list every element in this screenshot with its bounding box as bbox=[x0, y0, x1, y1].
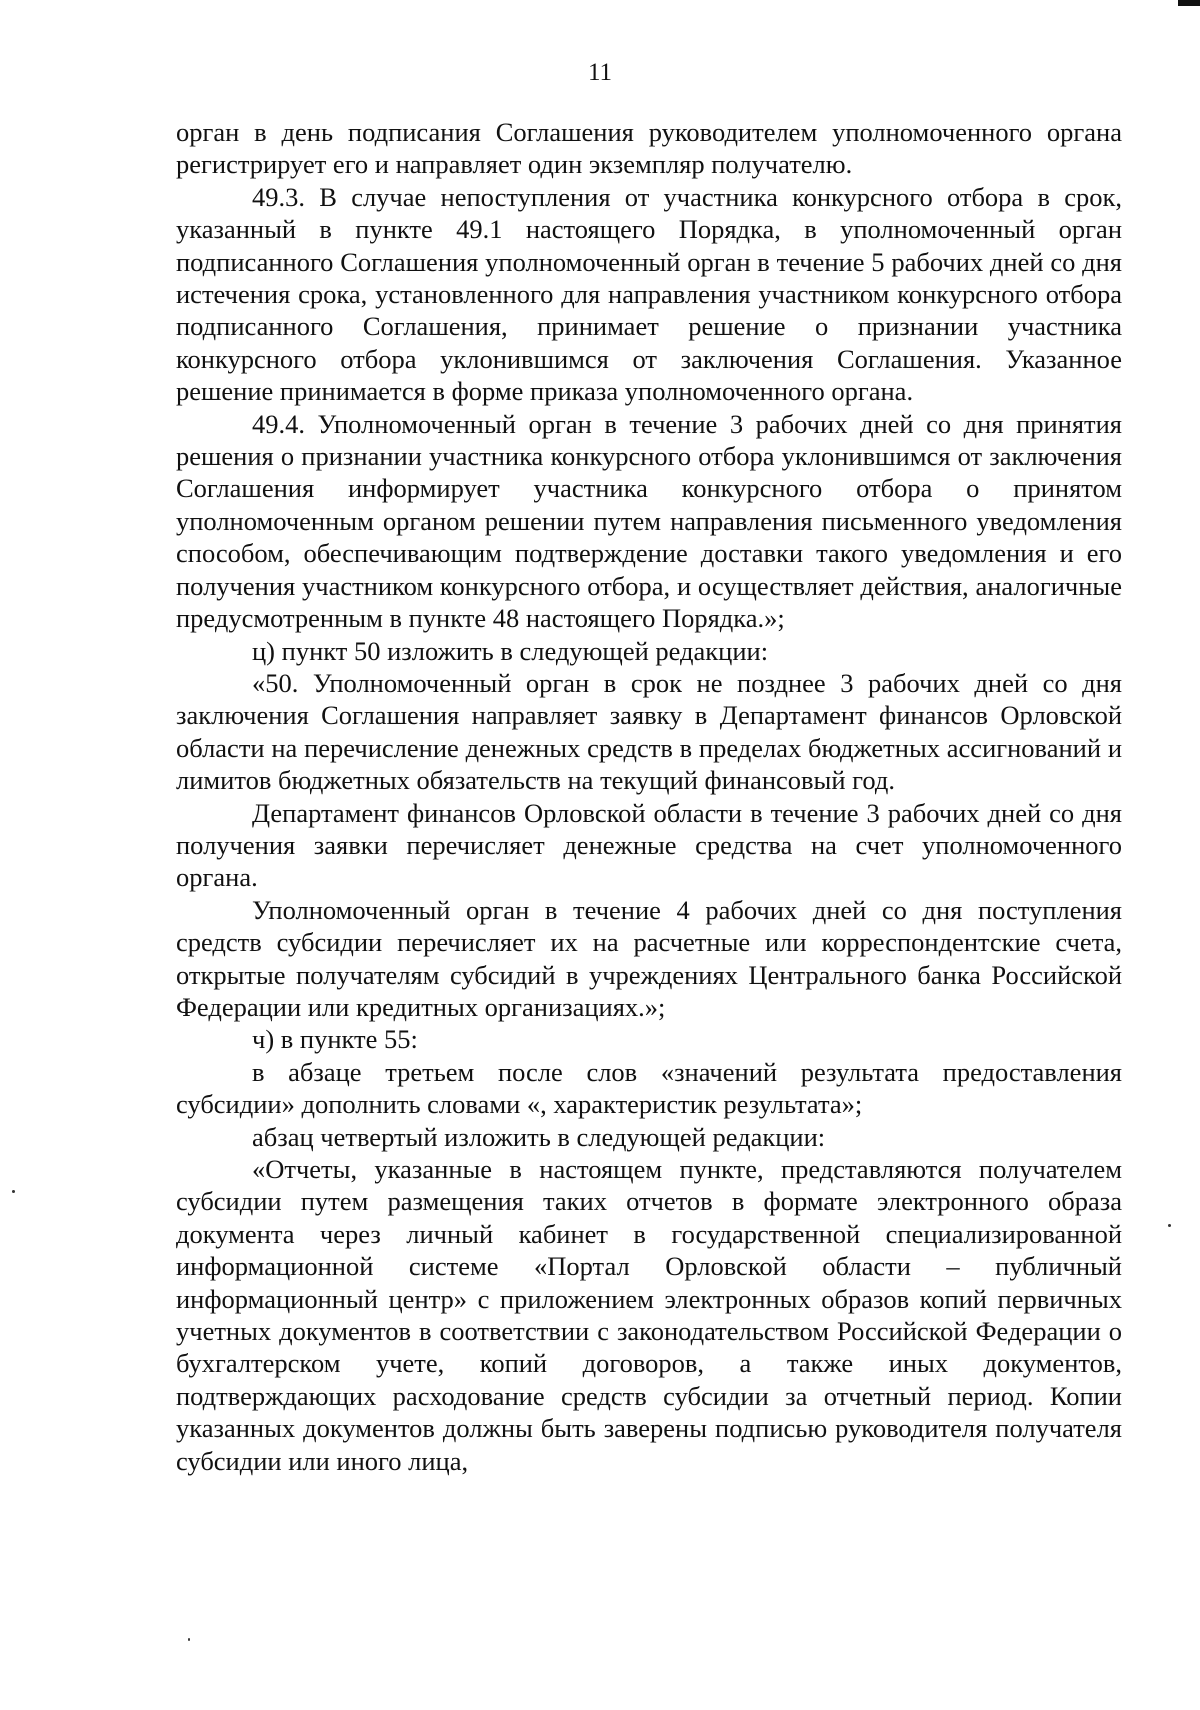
scan-corner-mark bbox=[1178, 0, 1200, 6]
document-body bbox=[176, 116, 1122, 1477]
paragraph-reports: «Отчеты, указанные в настоящем пункте, представляются получателем субсидии путем размещения таких отчетов в формате электронного образа документа через личный кабинет в государственной специализированной информационной системе «Портал Орловской области – публичный информационный центр» с приложением электронных образов копий первичных учетных документов в соответствии с законодательством Российской Федерации о бухгалтерском учете, копий договоров, а также иных документов, подтверждающих расходование средств субсидии за отчетный период. Копии указанных документов должны быть заверены подписью руководителя получателя субсидии или иного лица, bbox=[176, 1154, 1122, 1476]
paragraph-authorized-body: Уполномоченный орган в течение 4 рабочих дней со дня поступления средств субсидии перечисляет их на расчетные или корреспондентские счета, открытые получателям субсидий в учреждениях Центрального банка Российской Федерации или кредитных организациях.»; bbox=[176, 894, 1122, 1022]
scan-speck bbox=[188, 1638, 190, 1641]
paragraph-third-abzats: в абзаце третьем после слов «значений результата предоставления субсидии» дополнить словами «, характеристик результата»; bbox=[176, 1056, 1122, 1120]
paragraph-finance-department: Департамент финансов Орловской области в течение 3 рабочих дней со дня получения заявки перечисляет денежные средства на счет уполномоченного органа. bbox=[176, 797, 1122, 893]
paragraph-continuation: орган в день подписания Соглашения руководителем уполномоченного органа регистрирует его и направляет один экземпляр получателю. bbox=[176, 117, 1122, 180]
paragraph-fourth-abzats: абзац четвертый изложить в следующей редакции: bbox=[252, 1121, 826, 1152]
page-number: 11 bbox=[587, 59, 613, 86]
scan-speck bbox=[1168, 1224, 1171, 1227]
paragraph-49-3: 49.3. В случае непоступления от участника конкурсного отбора в срок, указанный в пункте 49.1 настоящего Порядка, в уполномоченный орган подписанного Соглашения уполномоченный орган в течение 5 рабочих дней со дня истечения срока, установленного для направления участником конкурсного отбора подписанного Соглашения, принимает решение о признании участника конкурсного отбора уклонившимся от заключения Соглашения. Указанное решение принимается в форме приказа уполномоченного органа. bbox=[176, 181, 1122, 407]
paragraph-item-ts: ц) пункт 50 изложить в следующей редакции: bbox=[252, 635, 769, 666]
paragraph-item-ch: ч) в пункте 55: bbox=[252, 1024, 418, 1055]
paragraph-49-4: 49.4. Уполномоченный орган в течение 3 рабочих дней со дня принятия решения о признании участника конкурсного отбора уклонившимся от заключения Соглашения информирует участника конкурсного отбора о принятом уполномоченным органом решении путем направления письменного уведомления способом, обеспечивающим подтверждение доставки такого уведомления и его получения участником конкурсного отбора, и осуществляет действия, аналогичные предусмотренным в пункте 48 настоящего Порядка.»; bbox=[176, 408, 1122, 634]
scan-speck bbox=[12, 1190, 15, 1193]
paragraph-50: «50. Уполномоченный орган в срок не позднее 3 рабочих дней со дня заключения Соглашения направляет заявку в Департамент финансов Орловской области на перечисление денежных средств в пределах бюджетных ассигнований и лимитов бюджетных обязательств на текущий финансовый год. bbox=[176, 667, 1122, 796]
